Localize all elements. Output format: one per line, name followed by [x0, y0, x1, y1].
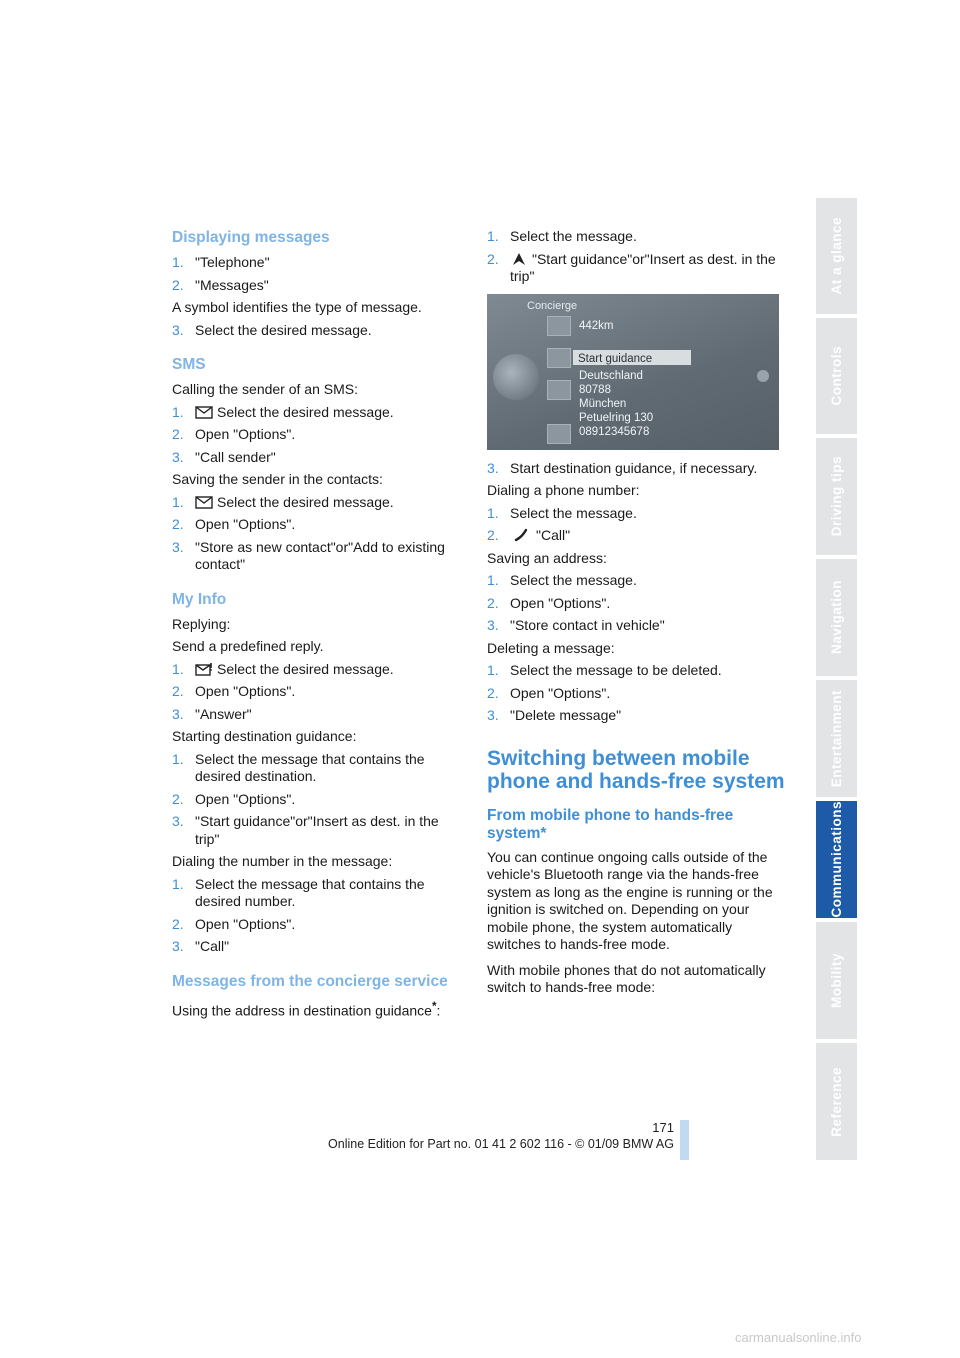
paragraph: Send a predefined reply. [172, 638, 324, 654]
list-item: 1. Select the desired message. [172, 403, 394, 420]
phone-handset-icon [510, 528, 532, 542]
screen-tab-icon [547, 316, 571, 336]
footer-edition: Online Edition for Part no. 01 41 2 602 116 - © 01/09 BMW AG [328, 1137, 674, 1151]
sidebar-tab-entertainment[interactable]: Entertainment [816, 680, 857, 797]
list-item: 3. "Store contact in vehicle" [487, 617, 665, 633]
sidebar-tab-at-a-glance[interactable]: At a glance [816, 198, 857, 314]
list-item: 2. "Messages" [172, 276, 269, 293]
list-item: 3. "Call" [172, 938, 230, 954]
list-item: 2. Open "Options". [172, 790, 296, 807]
page-number: 171 [652, 1120, 674, 1135]
paragraph: Using the address in destination guidance*: [172, 999, 441, 1019]
idrive-screenshot [487, 294, 779, 450]
list-item: 2. Open "Options". [172, 915, 296, 932]
paragraph: Saving the sender in the contacts: [172, 471, 383, 487]
screen-line: 80788 [579, 383, 611, 396]
screen-line: München [579, 397, 627, 410]
list-item: 2. Open "Options". [487, 594, 611, 611]
heading-displaying-messages: Displaying messages [172, 229, 330, 246]
destination-flag-icon [510, 252, 528, 266]
sidebar-tab-driving-tips[interactable]: Driving tips [816, 438, 857, 555]
left-column [172, 228, 462, 1025]
envelope-icon [195, 406, 213, 419]
paragraph: You can continue ongoing calls outside of the vehicle's Bluetooth range via the hands-free system as long as the engine is running or the ignition is switched on. Depending on your mobile phone, the system automatically switches to hands-free mode. [487, 848, 773, 952]
screen-header: Concierge [527, 299, 578, 312]
list-item: 1. Select the message that contains the desired destination. [172, 750, 425, 784]
list-item: 3. "Start guidance"or"Insert as dest. in the trip" [172, 813, 439, 847]
sidebar-tab-communications[interactable]: Communications [816, 801, 857, 918]
screen-tab-icon [547, 424, 571, 444]
right-column [487, 228, 787, 1002]
sidebar-tab-mobility[interactable]: Mobility [816, 922, 857, 1039]
paragraph: A symbol identifies the type of message. [172, 299, 422, 315]
list-item: 1. Select the message. [487, 572, 637, 588]
sidebar-tab-navigation[interactable]: Navigation [816, 559, 857, 676]
list-item: 3. "Delete message" [487, 707, 622, 723]
heading-concierge-messages: Messages from the concierge service [172, 972, 448, 990]
list-item: 1. Select the message. [487, 228, 637, 244]
list-item: 1. Select the desired message. [172, 493, 394, 510]
page-marker [680, 1120, 689, 1160]
paragraph: Saving an address: [487, 549, 607, 566]
paragraph: With mobile phones that do not automatically switch to hands-free mode: [487, 961, 766, 995]
list-item: 2. Open "Options". [172, 683, 296, 699]
envelope-icon [195, 496, 213, 509]
list-item: 2. Open "Options". [172, 426, 296, 442]
chapter-sidebar [816, 198, 857, 1160]
list-item: 2. "Start guidance"or"Insert as dest. in the trip" [487, 250, 776, 284]
screen-tab-icon [547, 380, 571, 400]
list-item: 3. Select the desired message. [172, 321, 372, 338]
footnote-star: * [431, 999, 437, 1013]
screen-line: 08912345678 [579, 425, 650, 438]
list-item: 1. Select the message that contains the desired number. [172, 875, 425, 909]
list-item: 2. "Call" [487, 527, 571, 543]
heading-sms: SMS [172, 356, 206, 373]
controller-knob-graphic [493, 354, 539, 400]
list-item: 3. Start destination guidance, if necessary. [487, 459, 758, 476]
list-item: 1. Select the message to be deleted. [487, 662, 722, 678]
paragraph: Dialing the number in the message: [172, 853, 393, 869]
envelope-info-icon [195, 663, 213, 676]
paragraph: Deleting a message: [487, 639, 615, 656]
list-item: 3. "Call sender" [172, 448, 276, 465]
screen-selected-item: Start guidance [573, 350, 691, 365]
paragraph: Replying: [172, 615, 231, 632]
list-item: 3. "Answer" [172, 705, 252, 722]
paragraph: Starting destination guidance: [172, 728, 357, 744]
sidebar-tab-controls[interactable]: Controls [816, 318, 857, 434]
sub-heading: From mobile phone to hands-free system* [487, 806, 734, 842]
list-item: 2. Open "Options". [172, 516, 296, 532]
sidebar-tab-reference[interactable]: Reference [816, 1043, 857, 1160]
list-item: 2. Open "Options". [487, 684, 611, 701]
list-item: 1. Select the message. [487, 504, 637, 521]
screen-line: Petuelring 130 [579, 411, 654, 424]
screen-distance: 442km [579, 319, 614, 332]
list-item: 3. "Store as new contact"or"Add to existing contact" [172, 538, 445, 572]
list-item: 1. Select the desired message. [172, 660, 394, 677]
paragraph: Calling the sender of an SMS: [172, 381, 358, 397]
list-item: 1. "Telephone" [172, 254, 270, 270]
heading-my-info: My Info [172, 590, 227, 608]
watermark: carmanualsonline.info [735, 1330, 862, 1345]
screen-dial-icon [757, 370, 769, 382]
screen-line: Deutschland [579, 369, 643, 382]
screen-tab-icon [547, 348, 571, 368]
section-heading: Switching between mobile phone and hands-free system [487, 746, 785, 793]
paragraph: Dialing a phone number: [487, 482, 640, 498]
